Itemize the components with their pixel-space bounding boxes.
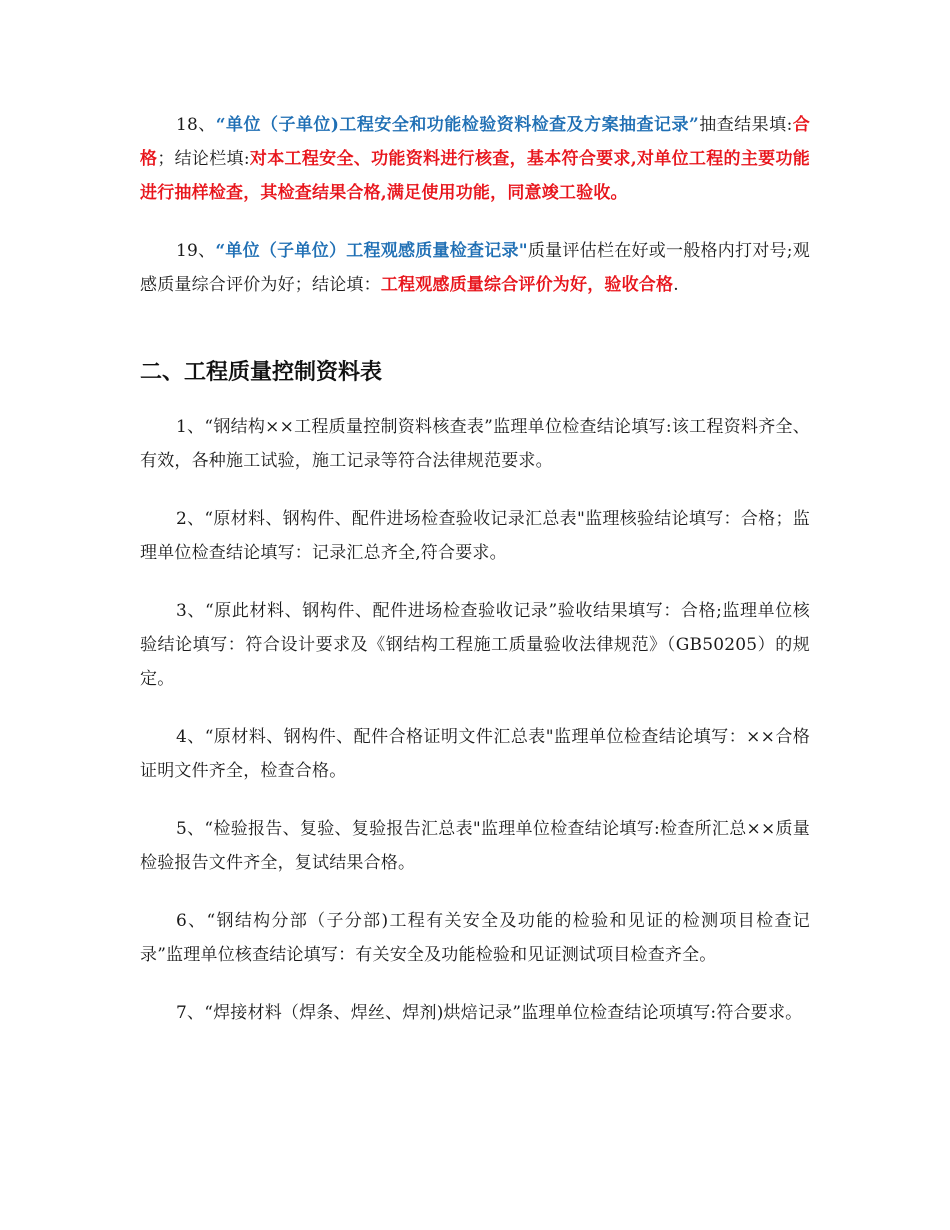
section-2-item-6: 6、“钢结构分部（子分部)工程有关安全及功能的检验和见证的检测项目检查记录”监理单位核查结论填写：有关安全及功能检验和见证测试项目检查齐全。 (140, 911, 810, 965)
section-2-item-4: 4、“原材料、钢构件、配件合格证明文件汇总表"监理单位检查结论填写：××合格证明文件齐全，检查合格。 (140, 727, 810, 781)
section-2-item-2: 2、“原材料、钢构件、配件进场检查验收记录汇总表"监理核验结论填写：合格；监理单位检查结论填写：记录汇总齐全,符合要求。 (140, 509, 810, 563)
item-18-result: 合格 (140, 115, 811, 169)
item-19-text-2: . (673, 275, 679, 295)
item-18-number: 18、 (176, 115, 216, 135)
item-18-title: “单位（子单位)工程安全和功能检验资料检查及方案抽查记录” (215, 115, 699, 135)
item-19-conclusion: 工程观感质量综合评价为好，验收合格 (380, 275, 674, 295)
section-2-item-5: 5、“检验报告、复验、复验报告汇总表"监理单位检查结论填写:检查所汇总××质量检验报告文件齐全，复试结果合格。 (140, 819, 810, 873)
section-2-item-3: 3、“原此材料、钢构件、配件进场检查验收记录”验收结果填写：合格;监理单位核验结论填写：符合设计要求及《钢结构工程施工质量验收法律规范》（GB50205）的规定。 (140, 601, 810, 689)
item-18-text-1: 抽查结果填: (698, 115, 793, 135)
section-2-item-1: 1、“钢结构××工程质量控制资料核查表”监理单位检查结论填写:该工程资料齐全、有效，各种施工试验，施工记录等符合法律规范要求。 (140, 417, 810, 471)
item-18-paragraph (140, 108, 810, 210)
item-18-text-2: ；结论栏填: (157, 149, 250, 169)
item-18-conclusion: 对本工程安全、功能资料进行核查，基本符合要求,对单位工程的主要功能进行抽样检查，其检查结果合格,满足使用功能，同意竣工验收。 (140, 149, 810, 203)
section-2-heading: 二、工程质量控制资料表 (140, 359, 383, 385)
section-2-item-7: 7、“焊接材料（焊条、焊丝、焊剂)烘焙记录”监理单位检查结论项填写:符合要求。 (176, 1003, 803, 1023)
item-19-text-1: 质量评估栏在好或一般格内打对号;观感质量综合评价为好；结论填： (140, 241, 810, 295)
document-page (140, 108, 810, 1030)
item-19-number: 19、 (176, 241, 216, 261)
item-19-title: “单位（子单位）工程观感质量检查记录" (215, 241, 528, 261)
item-19-paragraph (140, 234, 810, 302)
